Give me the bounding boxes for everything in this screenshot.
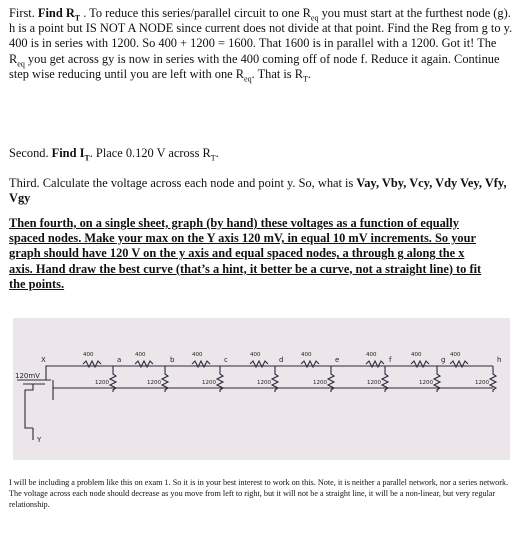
source-battery (17, 380, 51, 428)
instruction-step-2: Second. Find $I_T$. Place 0.120 V across $R_T$. (9, 146, 219, 163)
circuit-photo (13, 318, 510, 460)
node-label-h: h (497, 356, 502, 364)
shunt-value-6: 1200 (367, 380, 381, 386)
node-label-a: a (117, 356, 122, 364)
node-label-d: d (279, 356, 284, 364)
find-rt-label: Find $R_T$ (37, 6, 81, 23)
ladder-circuit-diagram (13, 318, 510, 460)
shunt-value-8: 1200 (475, 380, 489, 386)
series-value-6: 400 (366, 352, 377, 358)
instruction-step-4: Then fourth, on a single sheet, graph (by hand) these voltages as a function of equally spaced nodes. Make your max on the Y axis 120 mV, in equal 10 mV increments. So your graph should have 120 V on the y axis and equal spaced nodes, a through g along the x axis. Hand draw the best curve (that’s a hint, it better be a curve, not a straight line) to fit the points. (9, 216, 482, 291)
shunt-value-7: 1200 (419, 380, 433, 386)
series-value-3: 400 (192, 352, 203, 358)
node-label-b: b (170, 356, 175, 364)
shunt-value-4: 1200 (257, 380, 271, 386)
instruction-step-3: Third. Calculate the voltage across each node and point y. So, what is Vay, Vby, Vcy, Vdy Vey, Vfy, Vgy (9, 176, 507, 206)
series-value-7: 400 (411, 352, 422, 358)
instruction-step-1: First. Find $R_T$ . To reduce this series/parallel circuit to one $R_{eq}$ you must start at the furthest node (g). h is a point but IS NOT A NODE since current does not divide at that point. Find the Reg from g to y. 400 is in series with 1200. So 400 + 1200 = 1600. That 1600 is in parallel with a 1200. Got it! The $R_{eq}$ you get across gy is now in series with the 400 coming off of node f. Reduce it again. Continue step wise reducing until you are left with one $R_{eq}$. That is $R_T$. (9, 6, 513, 84)
node-y-label: Y (37, 436, 42, 444)
source-label: 120mV (15, 372, 40, 380)
node-x-label: X (41, 356, 46, 364)
voltage-list: Vay, Vby, Vcy, Vdy Vey, Vfy, Vgy (9, 176, 507, 206)
shunt-value-1: 1200 (95, 380, 109, 386)
node-label-g: g (441, 356, 446, 364)
node-label-c: c (224, 356, 228, 364)
series-value-1: 400 (83, 352, 94, 358)
node-label-f: f (389, 356, 392, 364)
series-value-2: 400 (135, 352, 146, 358)
shunt-value-2: 1200 (147, 380, 161, 386)
series-value-8: 400 (450, 352, 461, 358)
series-value-5: 400 (301, 352, 312, 358)
shunt-value-5: 1200 (313, 380, 327, 386)
step-1-lead: First. (9, 6, 38, 20)
exam-note: I will be including a problem like this on exam 1. So it is in your best interest to work on this. Note, it is neither a parallel network, nor a series network. The voltage across each node should decrease as you move from left to right, but it will not be a straight line, it will be a non-linear, but very regular relationship. (9, 478, 509, 509)
node-label-e: e (335, 356, 340, 364)
series-value-4: 400 (250, 352, 261, 358)
shunt-value-3: 1200 (202, 380, 216, 386)
find-it-label: Find $I_T$ (51, 146, 90, 163)
